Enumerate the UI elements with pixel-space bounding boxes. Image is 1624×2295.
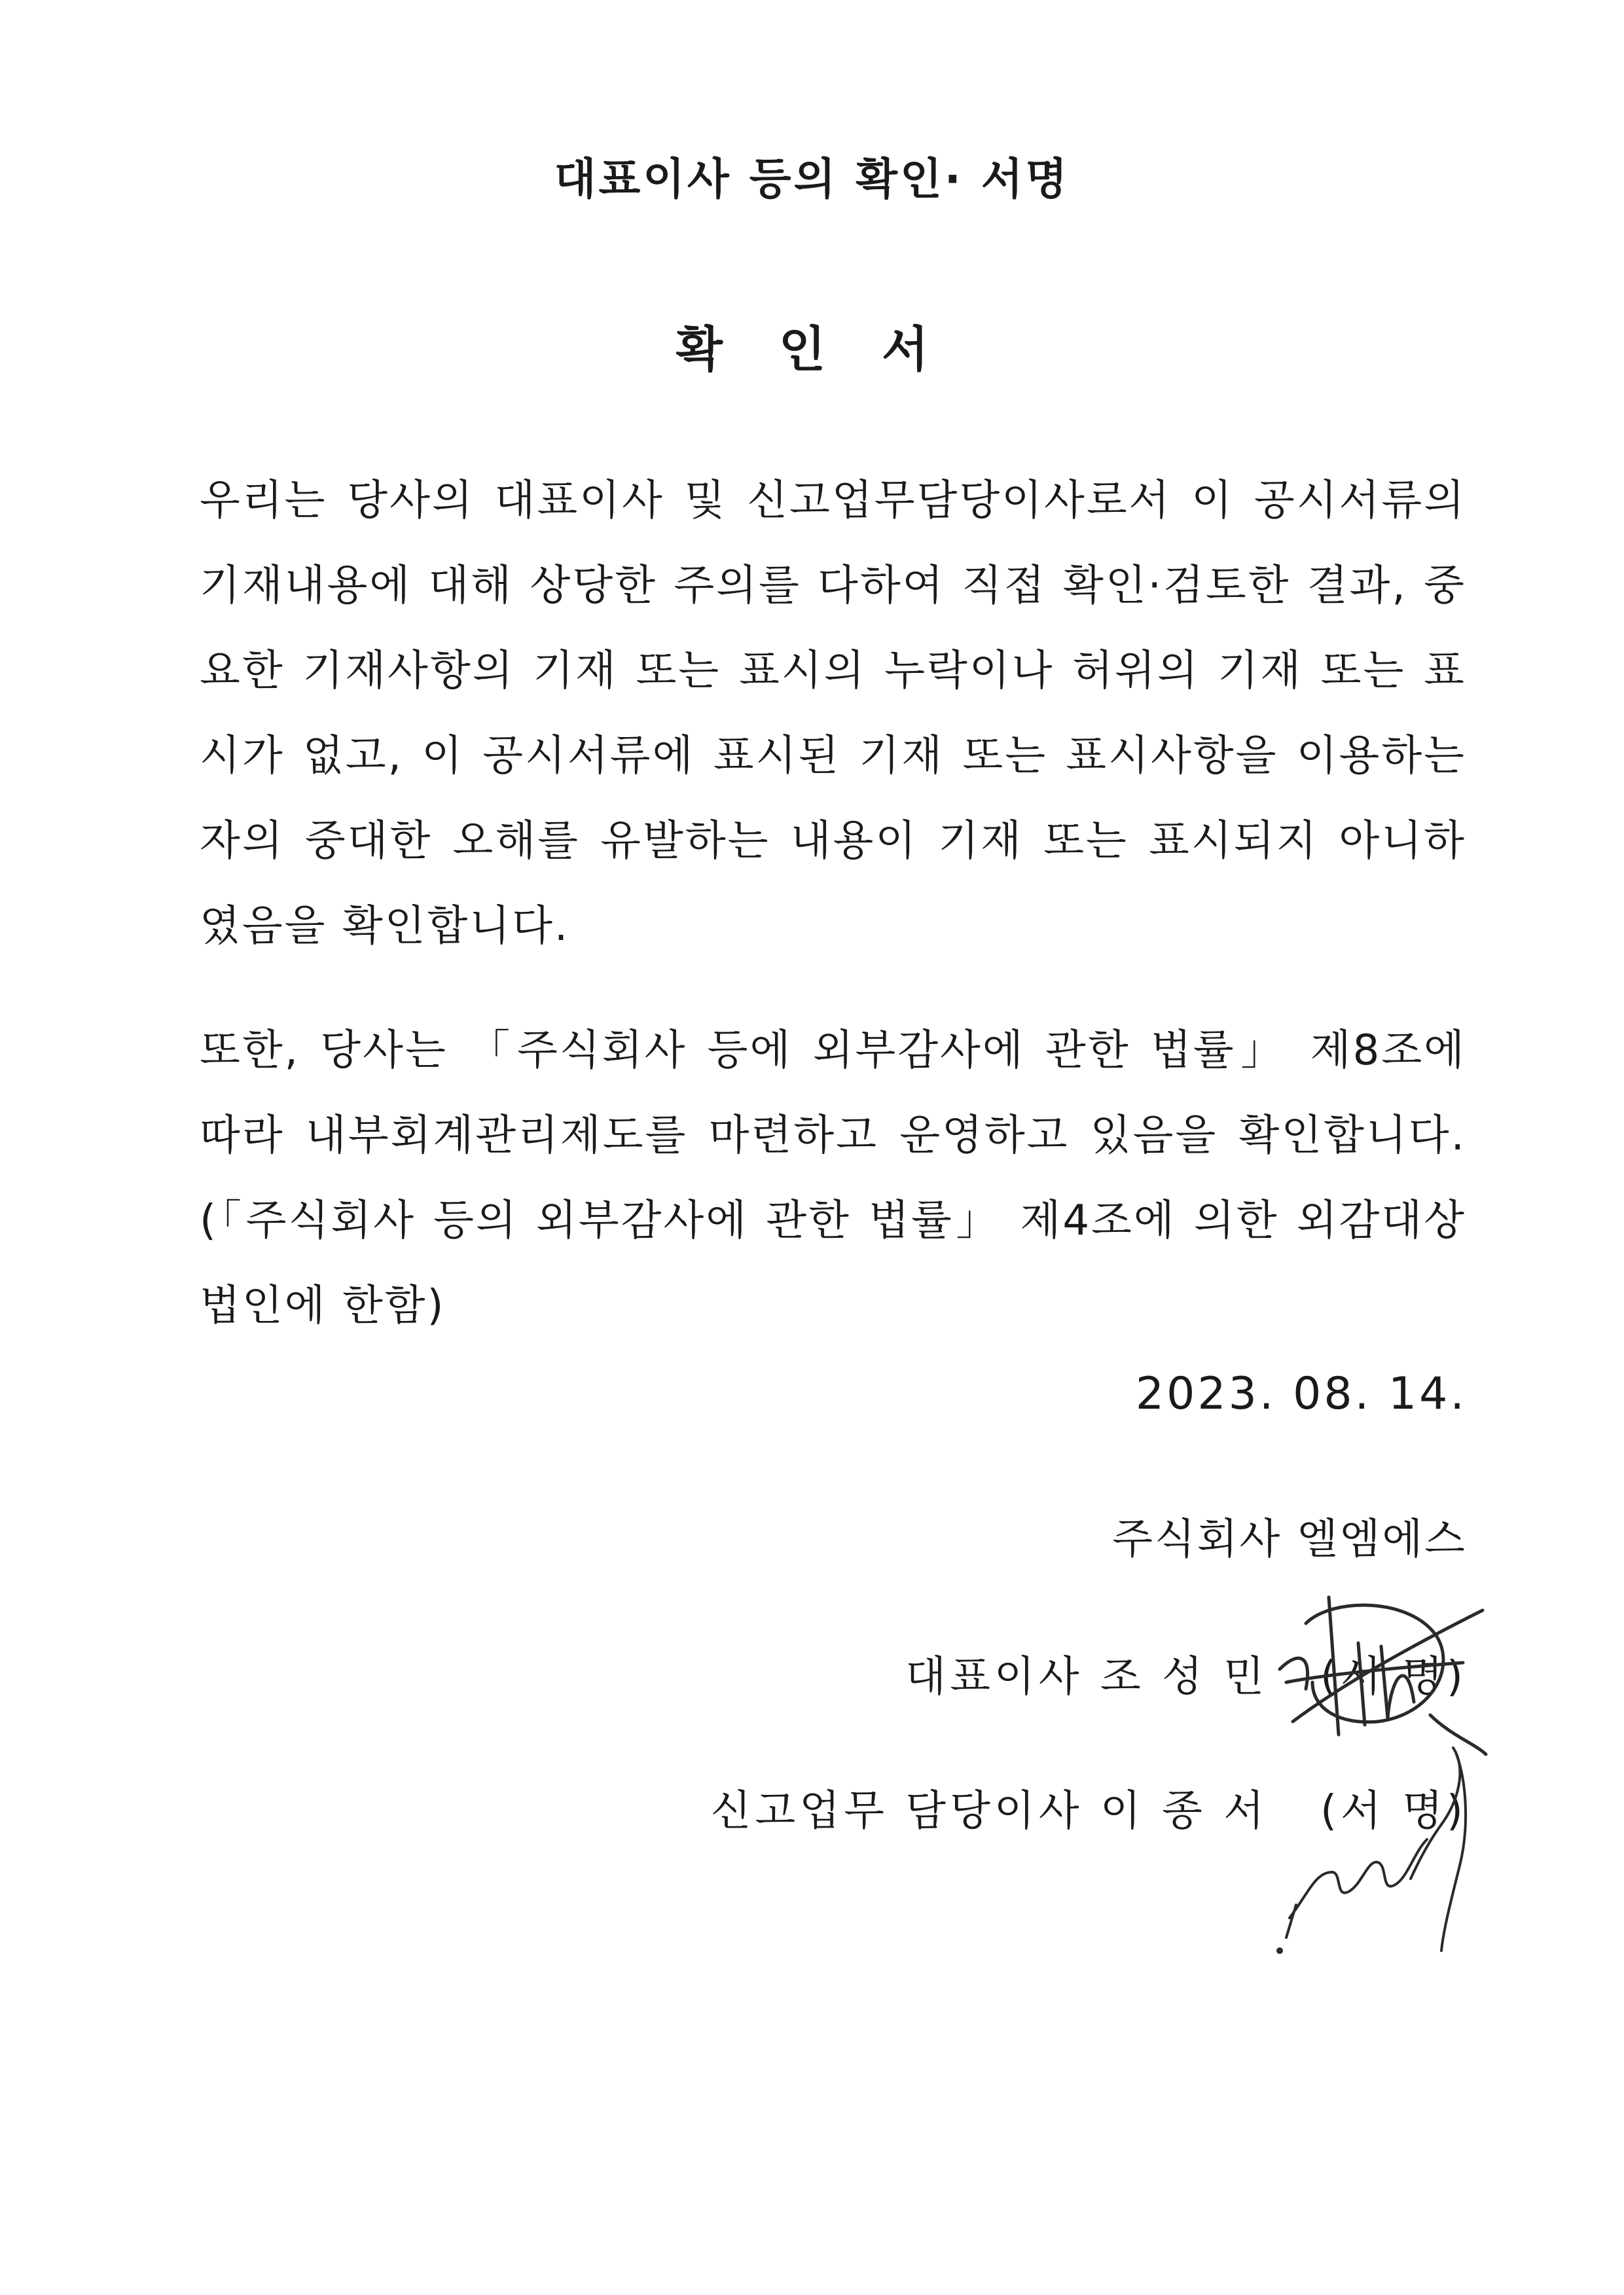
officer-sign-label: (서 명) bbox=[1320, 1787, 1467, 1835]
officer-name: 신고업무 담당이사 이 종 서 bbox=[710, 1787, 1269, 1835]
company-name: 주식회사 엘엠에스 bbox=[1112, 1515, 1467, 1564]
confirmation-paragraph: 우리는 당사의 대표이사 및 신고업무담당이사로서 이 공시서류의 기재내용에 대해 상당한 주의를 다하여 직접 확인·검토한 결과, 중요한 기재사항의 기재 또는 표시의 누락이나 허위의 기재 또는 표시가 없고, 이 공시서류에 표시된 기재 또는 표시사항을 이용하는 자의 중대한 오해를 유발하는 내용이 기재 또는 표시되지 아니하였음을 확인합니다. bbox=[200, 477, 1466, 950]
representative-sign-label: (서 명) bbox=[1320, 1653, 1467, 1701]
document-subtitle: 확 인 서 bbox=[676, 321, 948, 378]
officer-signature-line bbox=[711, 1777, 1467, 1837]
representative-signature-line bbox=[905, 1643, 1467, 1703]
document-title: 대표이사 등의 확인· 서명 bbox=[554, 154, 1070, 204]
document-date: 2023. 08. 14. bbox=[1135, 1368, 1467, 1420]
officer-signature bbox=[1270, 1741, 1492, 1964]
representative-name: 대표이사 조 성 민 bbox=[905, 1653, 1269, 1701]
internal-control-paragraph: 또한, 당사는 「주식회사 등에 외부감사에 관한 법률」 제8조에 따라 내부회계관리제도를 마련하고 운영하고 있음을 확인합니다. (「주식회사 등의 외부감사에 관한 법률」 제4조에 의한 외감대상법인에 한함) bbox=[200, 1026, 1466, 1330]
